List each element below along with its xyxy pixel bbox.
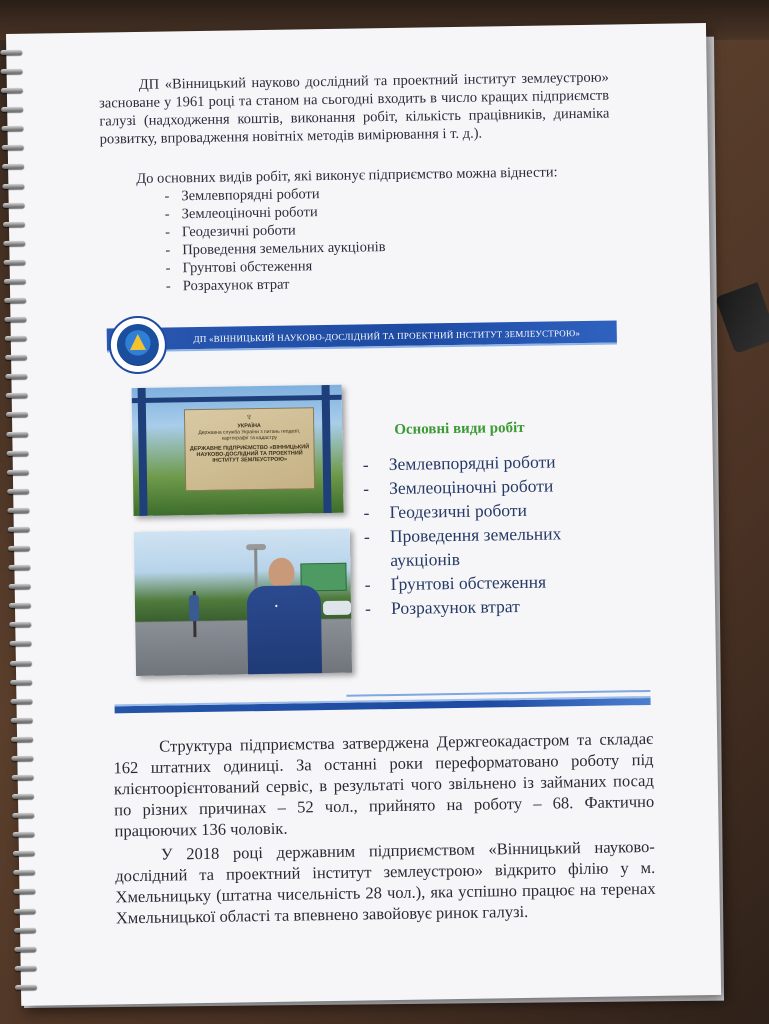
dark-object <box>715 282 769 354</box>
sign-country: УКРАЇНА <box>237 423 261 430</box>
branch-paragraph: У 2018 році державним підприємством «Вінницький науково-дослідний та проектний інститут землеустрою» відкрито філію у м. Хмельницьку (штатна чисельність 28 чол.), яка успішно працює на теренах Хмельницької області та впевнено завойовує ринок галузі. <box>115 836 656 928</box>
uniform-logo-icon: ◆ <box>274 603 278 608</box>
document-page <box>6 23 721 1006</box>
intro-paragraph: ДП «Вінницький науково дослідний та проектний інститут землеустрою» засноване у 1961 році та станом на сьогодні входить в число кращих підприємств галузі (надходження коштів, виконання робіт, кількість працівників, динаміка розвитку, впровадження новітніх методів вимірювання і т. д.). <box>98 69 610 148</box>
works-list <box>359 449 602 621</box>
list-item: - Землевпорядні роботи <box>359 449 599 477</box>
list-item: - Грунтові обстеження <box>166 256 386 277</box>
list-item: - Землеоціночні роботи <box>165 202 385 223</box>
list-item: - Геодезичні роботи <box>165 220 385 241</box>
list-item: - Розрахунок втрат <box>166 274 386 295</box>
car <box>323 601 351 615</box>
institute-logo <box>108 316 167 375</box>
trident-icon: ♆ <box>245 412 253 424</box>
works-heading: Основні види робіт <box>394 419 525 438</box>
worker-figure <box>242 557 324 674</box>
list-item: - Ґрунтові обстеження <box>361 569 601 597</box>
institute-banner: ДП «ВІННИЦЬКИЙ НАУКОВО-ДОСЛІДНИЙ ТА ПРОЕКТНИЙ ІНСТИТУТ ЗЕМЛЕУСТРОЮ» <box>107 320 617 352</box>
sign-photo <box>132 385 344 516</box>
sign-agency: Державна служба України з питань геодезії, картографії та кадастру <box>198 428 301 442</box>
list-item: - Проведення земельних аукціонів <box>165 238 385 259</box>
surveyor-figure <box>189 595 199 621</box>
list-item: - Землевпорядні роботи <box>164 184 384 205</box>
spiral-binding <box>0 50 41 990</box>
list-item: - Розрахунок втрат <box>361 593 601 621</box>
structure-paragraph: Структура підприємства затверджена Держгеокадастром та складає 162 штатних одиниці. За останні роки переформатовано роботу під клієнтоорієнтований сервіс, в результаті чого звільнено із займаних посад по різних причинах – 52 чол., прийнято на роботу – 68. Фактично працюючих 136 чоловік. <box>113 728 655 841</box>
surveyor-photo <box>134 529 352 676</box>
institute-sign <box>184 407 315 491</box>
sign-org: ДЕРЖАВНЕ ПІДПРИЄМСТВО «ВІННИЦЬКИЙ НАУКОВО-ДОСЛІДНИЙ ТА ПРОЕКТНИЙ ІНСТИТУТ ЗЕМЛЕУСТРОЮ» <box>189 444 310 464</box>
list-item: - Проведення земельних аукціонів <box>360 521 601 573</box>
list-item: - Геодезичні роботи <box>359 497 599 525</box>
divider-bar <box>115 696 651 713</box>
logo-emblem-icon <box>117 324 160 367</box>
works-list-intro <box>164 184 386 295</box>
list-intro: До основних видів робіт, які виконує підприємство можна віднести: <box>136 164 558 187</box>
list-item: - Землеоціночні роботи <box>359 473 599 501</box>
